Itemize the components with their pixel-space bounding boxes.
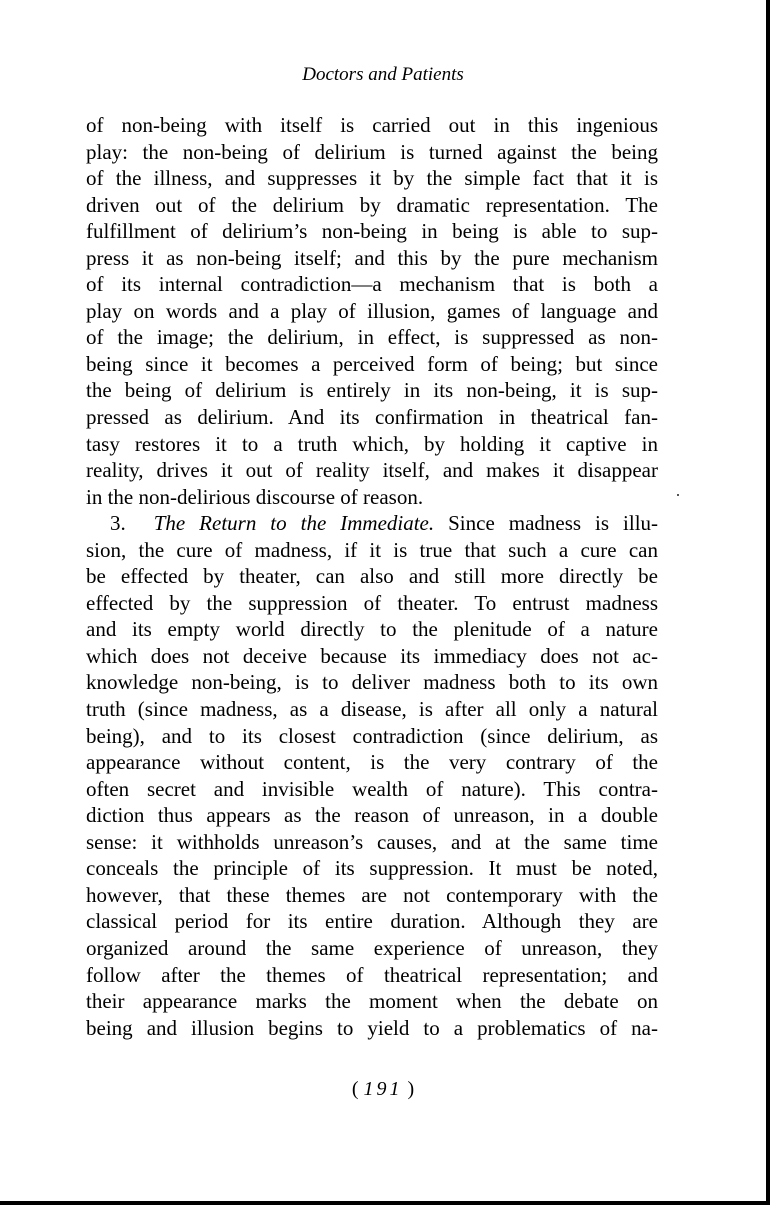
text-line: being), and to its closest contradiction (since delirium, as [86, 723, 658, 748]
text-line: sense: it withholds unreason’s causes, and at the same time [86, 829, 658, 854]
text-line: appearance without content, is the very contrary of the [86, 750, 658, 775]
text-line: of the image; the delirium, in effect, is suppressed as non- [86, 325, 658, 350]
text-line: pressed as delirium. And its confirmation in theatrical fan- [86, 405, 658, 430]
text-line: being and illusion begins to yield to a problematics of na- [86, 1015, 658, 1040]
text-line: in the non-delirious discourse of reason. [86, 484, 424, 509]
text-line: fulfillment of delirium’s non-being in being is able to sup- [86, 219, 658, 244]
text-line: diction thus appears as the reason of unreason, in a double [86, 803, 658, 828]
text-line: play: the non-being of delirium is turned against the being [86, 139, 658, 164]
text-line: organized around the same experience of unreason, they [86, 935, 658, 960]
text-line: sion, the cure of madness, if it is true that such a cure can [86, 537, 658, 562]
folio-open-paren: ( [351, 1078, 359, 1100]
text-line: being since it becomes a perceived form of being; but since [86, 351, 658, 376]
text-line: often secret and invisible wealth of nature). This contra- [86, 776, 658, 801]
folio-close-paren: ) [407, 1078, 415, 1100]
text-line: be effected by theater, can also and still more directly be [86, 564, 658, 589]
text-line: of its internal contradiction—a mechanism that is both a [86, 272, 658, 297]
text-line: classical period for its entire duration. Although they are [86, 909, 658, 934]
text-line: of non-being with itself is carried out in this ingenious [86, 113, 658, 137]
section-number: 3. [110, 511, 126, 536]
body-text [86, 112, 658, 1041]
text-line: of the illness, and suppresses it by the simple fact that it is [86, 166, 658, 191]
text-line: truth (since madness, as a disease, is after all only a natural [86, 697, 658, 722]
running-head: Doctors and Patients [302, 64, 464, 85]
paragraph-1 [86, 112, 658, 510]
text-line: driven out of the delirium by dramatic representation. The [86, 192, 658, 217]
text-line: and its empty world directly to the plenitude of a nature [86, 617, 658, 642]
text-line: the being of delirium is entirely in its non-being, it is sup- [86, 378, 658, 403]
text-fragment: Since madness is illu- [448, 511, 659, 536]
text-line: tasy restores it to a truth which, by holding it captive in [86, 431, 658, 456]
section-heading-line [86, 510, 658, 537]
page-number [0, 1078, 766, 1101]
text-line: reality, drives it out of reality itself, and makes it disappear [86, 458, 658, 483]
text-line: which does not deceive because its immediacy does not ac- [86, 643, 658, 668]
text-line: conceals the principle of its suppression. It must be noted, [86, 856, 658, 881]
text-line: effected by the suppression of theater. To entrust madness [86, 590, 658, 615]
text-line: press it as non-being itself; and this by the pure mechanism [86, 245, 658, 270]
text-line: follow after the themes of theatrical representation; and [86, 962, 658, 987]
paragraph-2 [86, 510, 658, 1041]
text-line: their appearance marks the moment when the debate on [86, 989, 658, 1014]
text-line: however, that these themes are not contemporary with the [86, 882, 658, 907]
text-line: play on words and a play of illusion, games of language and [86, 298, 658, 323]
scan-speck [677, 494, 679, 496]
section-title: The Return to the Immediate. [153, 511, 435, 536]
folio-number: 191 [363, 1078, 403, 1100]
text-line: knowledge non-being, is to deliver madness both to its own [86, 670, 658, 695]
